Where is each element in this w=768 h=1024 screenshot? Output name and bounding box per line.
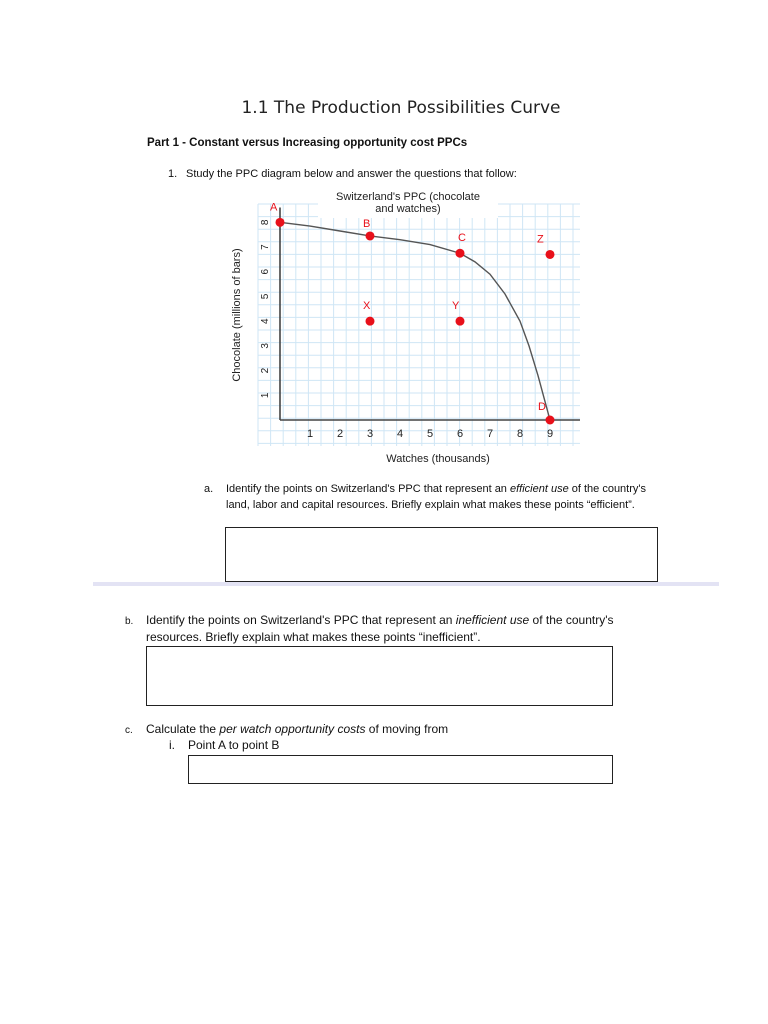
question-b-text-end: of the country's resources. Briefly explain what makes these points “inefficient”. bbox=[146, 613, 614, 644]
question-1-number: 1. bbox=[168, 168, 178, 180]
point-b bbox=[366, 231, 375, 240]
page-title: 1.1 The Production Possibilities Curve bbox=[241, 98, 561, 118]
x-tick-label: 9 bbox=[546, 428, 554, 440]
answer-box-c-i[interactable] bbox=[188, 755, 613, 784]
y-tick-label: 7 bbox=[260, 244, 271, 250]
question-1-text: Study the PPC diagram below and answer the questions that follow: bbox=[186, 168, 517, 180]
point-label-y: Y bbox=[452, 300, 460, 313]
page-divider bbox=[93, 582, 719, 586]
point-y bbox=[456, 317, 465, 326]
question-a-text bbox=[226, 481, 646, 513]
x-axis-label: Watches (thousands) bbox=[386, 453, 490, 465]
answer-box-b[interactable] bbox=[146, 646, 613, 706]
question-a-emphasis: efficient use bbox=[509, 483, 569, 495]
y-tick-label: 4 bbox=[260, 318, 271, 324]
x-tick-label: 8 bbox=[516, 428, 524, 440]
question-c-text bbox=[146, 721, 546, 738]
y-tick-label: 5 bbox=[260, 293, 271, 300]
chart-title-line: and watches) bbox=[375, 203, 441, 215]
question-a-text-start: Identify the points on Switzerland's PPC that represent an bbox=[226, 483, 510, 495]
question-c-i-text: Point A to point B bbox=[188, 738, 280, 752]
x-tick-label: 1 bbox=[306, 428, 314, 440]
x-tick-label: 5 bbox=[426, 428, 434, 440]
point-label-a: A bbox=[270, 201, 278, 214]
question-b-emphasis: inefficient use bbox=[455, 613, 530, 627]
question-a-text-end: of the country's land, labor and capital resources. Briefly explain what makes these points “efficient”. bbox=[226, 483, 646, 511]
question-c-emphasis: per watch opportunity costs bbox=[219, 722, 366, 736]
point-label-c: C bbox=[458, 232, 466, 245]
question-c-label: c. bbox=[125, 725, 133, 736]
answer-box-a[interactable] bbox=[225, 527, 658, 582]
part-heading: Part 1 - Constant versus Increasing opportunity cost PPCs bbox=[147, 137, 468, 149]
y-tick-label: 6 bbox=[260, 268, 271, 275]
y-tick-label: 2 bbox=[260, 367, 271, 374]
chart-title-line: Switzerland's PPC (chocolate bbox=[336, 191, 480, 203]
question-1 bbox=[168, 168, 517, 180]
y-tick-label: 8 bbox=[260, 219, 271, 226]
point-c bbox=[456, 249, 465, 258]
question-a-label: a. bbox=[204, 483, 214, 495]
x-tick-label: 6 bbox=[456, 428, 464, 440]
y-axis-label: Chocolate (millions of bars) bbox=[231, 248, 243, 382]
question-c-text-end: of moving from bbox=[365, 722, 449, 736]
question-b-text bbox=[146, 612, 616, 646]
point-a bbox=[276, 218, 285, 227]
x-tick-label: 4 bbox=[396, 428, 404, 440]
point-label-z: Z bbox=[537, 233, 544, 246]
ppc-chart bbox=[228, 188, 588, 470]
x-tick-label: 2 bbox=[336, 428, 344, 440]
point-d bbox=[546, 416, 555, 425]
point-label-d: D bbox=[538, 401, 546, 413]
point-x bbox=[366, 317, 375, 326]
x-tick-label: 7 bbox=[486, 428, 494, 440]
point-label-x: X bbox=[363, 300, 371, 313]
y-tick-label: 1 bbox=[260, 392, 271, 399]
x-tick-label: 3 bbox=[366, 428, 374, 440]
point-z bbox=[546, 250, 555, 259]
question-b-text-start: Identify the points on Switzerland's PPC that represent an bbox=[146, 613, 456, 627]
question-c-i-label: i. bbox=[169, 738, 175, 752]
question-c-text-start: Calculate the bbox=[146, 722, 220, 736]
question-b-label: b. bbox=[125, 616, 134, 627]
point-label-b: B bbox=[363, 217, 371, 230]
y-tick-label: 3 bbox=[260, 343, 271, 349]
